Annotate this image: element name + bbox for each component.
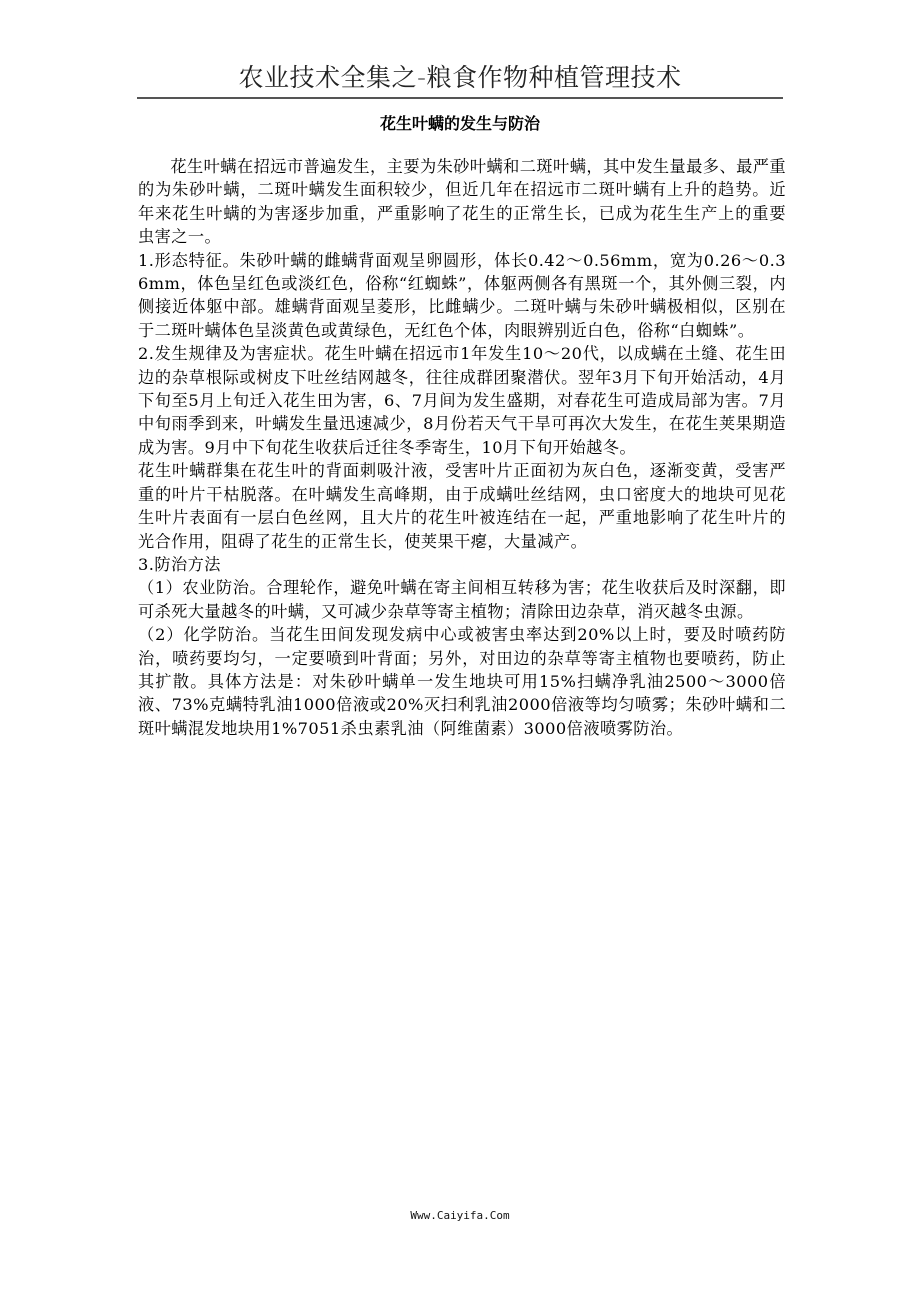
footer-website: Www.Caiyifa.Com (410, 1209, 510, 1222)
subsection-agricultural-control: （1）农业防治。合理轮作，避免叶螨在寄主间相互转移为害；花生收获后及时深翻，即可杀死大量越冬的叶螨，又可减少杂草等寄主植物；清除田边杂草，消灭越冬虫源。 (138, 578, 786, 621)
header-divider (137, 97, 783, 99)
section-morphology: 1.形态特征。朱砂叶螨的雌螨背面观呈卵圆形，体长0.42～0.56mm，宽为0.26～0.36mm，体色呈红色或淡红色，俗称“红蜘蛛”，体躯两侧各有黑斑一个，其外侧三裂，内侧接近体躯中部。雄螨背面观呈菱形，比雌螨少。二斑叶螨与朱砂叶螨极相似，区别在于二斑叶螨体色呈淡黄色或黄绿色，无红色个体，肉眼辨别近白色，俗称“白蜘蛛”。 (138, 250, 786, 340)
damage-symptoms-paragraph: 花生叶螨群集在花生叶的背面刺吸汁液，受害叶片正面初为灰白色，逐渐变黄，受害严重的叶片干枯脱落。在叶螨发生高峰期，由于成螨吐丝结网，虫口密度大的地块可见花生叶片表面有一层白色丝网，且大片的花生叶被连结在一起，严重地影响了花生叶片的光合作用，阻碍了花生的正常生长，使荚果干瘪，大量减产。 (138, 461, 786, 551)
section-occurrence-pattern: 2.发生规律及为害症状。花生叶螨在招远市1年发生10～20代，以成螨在土缝、花生田边的杂草根际或树皮下吐丝结网越冬，往往成群团聚潜伏。翌年3月下旬开始活动，4月下旬至5月上旬迁入花生田为害，6、7月间为发生盛期，对春花生可造成局部为害。7月中旬雨季到来，叶螨发生量迅速减少，8月份若天气干旱可再次大发生，在花生荚果期造成为害。9月中下旬花生收获后迁往冬季寄生，10月下旬开始越冬。 (138, 344, 786, 457)
document-body (138, 155, 786, 740)
intro-paragraph: 花生叶螨在招远市普遍发生，主要为朱砂叶螨和二斑叶螨，其中发生量最多、最严重的为朱砂叶螨，二斑叶螨发生面积较少，但近几年在招远市二斑叶螨有上升的趋势。近年来花生叶螨的为害逐步加重，严重影响了花生的正常生长，已成为花生生产上的重要虫害之一。 (138, 157, 786, 247)
subsection-chemical-control: （2）化学防治。当花生田间发现发病中心或被害虫率达到20%以上时，要及时喷药防治，喷药要均匀，一定要喷到叶背面；另外，对田边的杂草等寄主植物也要喷药，防止其扩散。具体方法是：对朱砂叶螨单一发生地块可用15%扫螨净乳油2500～3000倍液、73%克螨特乳油1000倍液或20%灭扫利乳油2000倍液等均匀喷雾；朱砂叶螨和二斑叶螨混发地块用1%7051杀虫素乳油（阿维菌素）3000倍液喷雾防治。 (138, 625, 786, 738)
document-title: 花生叶螨的发生与防治 (379, 114, 540, 133)
section-control-methods-heading: 3.防治方法 (138, 554, 221, 574)
running-header-title: 农业技术全集之-粮食作物种植管理技术 (238, 63, 682, 92)
